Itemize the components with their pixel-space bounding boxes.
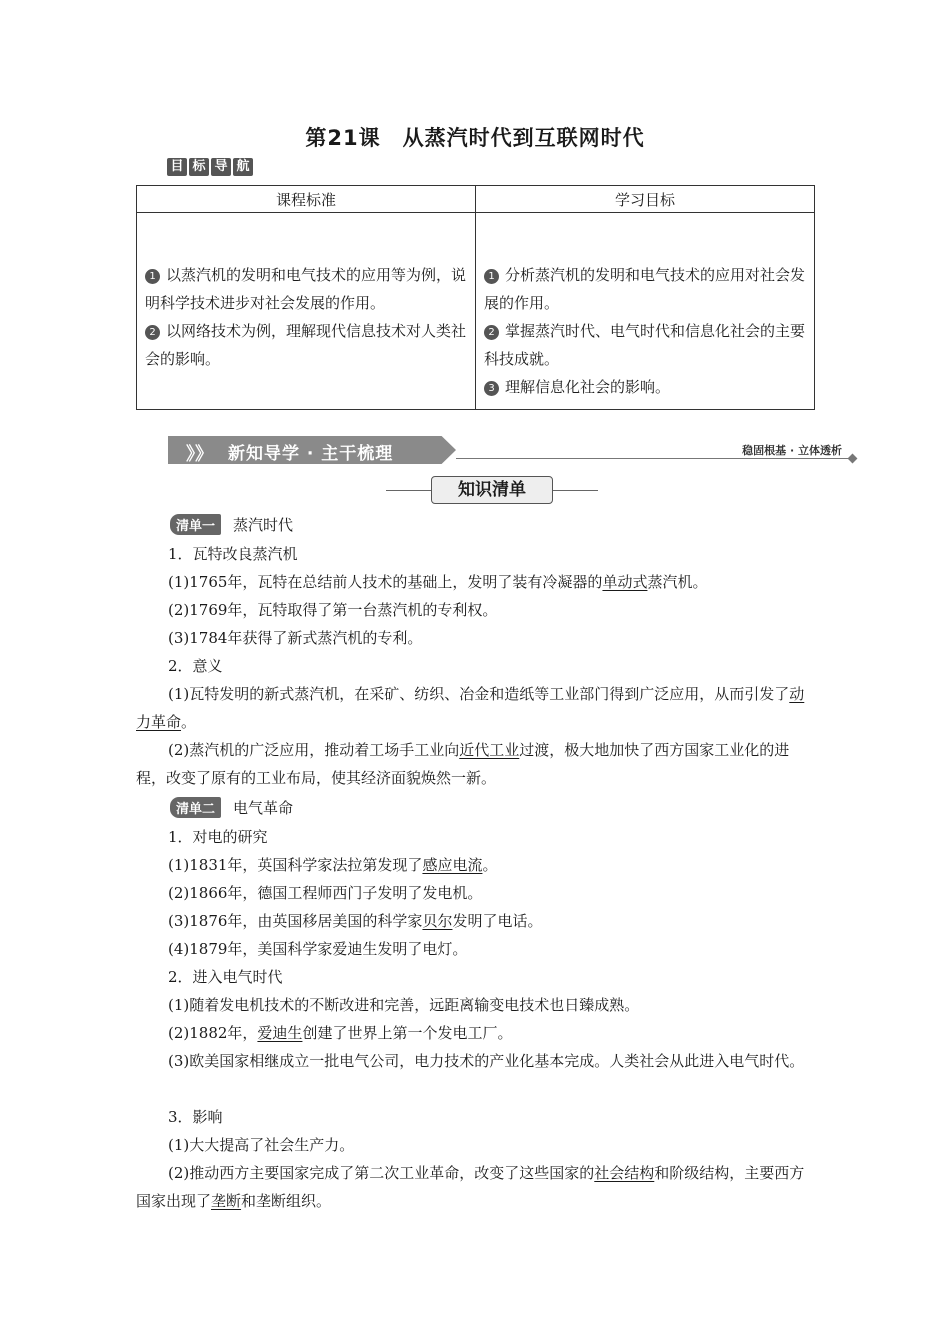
heading-1-1: 1．瓦特改良蒸汽机 (168, 545, 298, 563)
underlined-answer: 动力革命 (136, 685, 805, 731)
underlined-answer: 近代工业 (459, 741, 520, 759)
knowledge-list-title: 知识清单 (431, 476, 553, 504)
section-banner (168, 436, 858, 466)
list-badge: 清单一 (170, 514, 221, 535)
table-header-standards: 课程标准 (137, 186, 476, 213)
standards-table (136, 185, 815, 410)
paragraph: (1)随着发电机技术的不断改进和完善，远距离输变电技术也日臻成熟。 (168, 996, 640, 1014)
standards-cell (137, 213, 476, 410)
lesson-name: 从蒸汽时代到互联网时代 (402, 126, 645, 150)
table-header-goals: 学习目标 (476, 186, 815, 213)
paragraph: (1)瓦特发明的新式蒸汽机，在采矿、纺织、冶金和造纸等工业部门得到广泛应用，从而引发了动力革命。 (136, 685, 805, 731)
goal-item (484, 261, 806, 317)
paragraph: (1)大大提高了社会生产力。 (168, 1136, 355, 1154)
standard-item (145, 317, 467, 373)
underlined-answer: 社会结构 (594, 1164, 655, 1182)
heading-1-2: 2．意义 (168, 657, 223, 675)
divider-left (386, 490, 431, 491)
heading-2-3: 3．影响 (168, 1108, 223, 1126)
paragraph: (1)1831年，英国科学家法拉第发现了感应电流。 (168, 856, 498, 874)
paragraph: (4)1879年，美国科学家爱迪生发明了电灯。 (168, 940, 468, 958)
lesson-number: 第21课 (305, 126, 381, 150)
goal-item (484, 317, 806, 373)
underlined-answer: 爱迪生 (257, 1024, 303, 1042)
number-badge-icon: 2 (145, 325, 160, 340)
paragraph: (3)1784年获得了新式蒸汽机的专利。 (168, 629, 423, 647)
heading-2-2: 2．进入电气时代 (168, 968, 283, 986)
goal-badge-char: 标 (189, 158, 209, 176)
divider-right (553, 490, 598, 491)
banner-title: 新知导学 · 主干梳理 (228, 444, 394, 464)
paragraph: (2)1769年，瓦特取得了第一台蒸汽机的专利权。 (168, 601, 498, 619)
paragraph: (2)推动西方主要国家完成了第二次工业革命，改变了这些国家的社会结构和阶级结构，主要西方国家出现了垄断和垄断组织。 (136, 1164, 805, 1210)
number-badge-icon: 1 (484, 269, 499, 284)
number-badge-icon: 3 (484, 381, 499, 396)
goals-cell (476, 213, 815, 410)
goal-badge-char: 航 (233, 158, 253, 176)
banner-subtitle: 稳固根基 · 立体透析 (742, 444, 842, 457)
underlined-answer: 单动式 (602, 573, 648, 591)
standard-item (145, 261, 467, 317)
heading-2-1: 1．对电的研究 (168, 828, 268, 846)
paragraph: (2)1866年，德国工程师西门子发明了发电机。 (168, 884, 483, 902)
goal-text: 理解信息化社会的影响。 (505, 378, 671, 396)
knowledge-list-header (386, 476, 598, 504)
paragraph: (3)1876年，由英国移居美国的科学家贝尔发明了电话。 (168, 912, 543, 930)
goal-navigation-badge (167, 158, 253, 176)
goal-badge-char: 目 (167, 158, 187, 176)
goal-item (484, 373, 806, 401)
chevron-right-icon: 》》 (186, 444, 213, 465)
standard-text: 以网络技术为例，理解现代信息技术对人类社会的影响。 (145, 322, 467, 368)
list-badge: 清单二 (170, 797, 221, 818)
underlined-answer: 贝尔 (422, 912, 453, 930)
paragraph: (2)蒸汽机的广泛应用，推动着工场手工业向近代工业过渡，极大地加快了西方国家工业化的进程，改变了原有的工业布局，使其经济面貌焕然一新。 (136, 741, 790, 787)
banner-divider (456, 458, 852, 459)
paragraph: (2)1882年，爱迪生创建了世界上第一个发电工厂。 (168, 1024, 513, 1042)
section-heading-1 (170, 514, 293, 535)
underlined-answer: 垄断 (211, 1192, 242, 1210)
paragraph: (1)1765年，瓦特在总结前人技术的基础上，发明了装有冷凝器的单动式蒸汽机。 (168, 573, 708, 591)
paragraph: (3)欧美国家相继成立一批电气公司，电力技术的产业化基本完成。人类社会从此进入电气时代。 (168, 1052, 805, 1070)
goal-text: 分析蒸汽机的发明和电气技术的应用对社会发展的作用。 (484, 266, 806, 312)
goal-badge-char: 导 (211, 158, 231, 176)
underlined-answer: 感应电流 (422, 856, 483, 874)
goal-text: 掌握蒸汽时代、电气时代和信息化社会的主要科技成就。 (484, 322, 806, 368)
section-title: 电气革命 (233, 799, 294, 817)
standard-text: 以蒸汽机的发明和电气技术的应用等为例，说明科学技术进步对社会发展的作用。 (145, 266, 467, 312)
diamond-icon (848, 454, 858, 464)
lesson-title (0, 122, 950, 152)
number-badge-icon: 1 (145, 269, 160, 284)
section-heading-2 (170, 797, 293, 818)
section-title: 蒸汽时代 (233, 516, 294, 534)
number-badge-icon: 2 (484, 325, 499, 340)
